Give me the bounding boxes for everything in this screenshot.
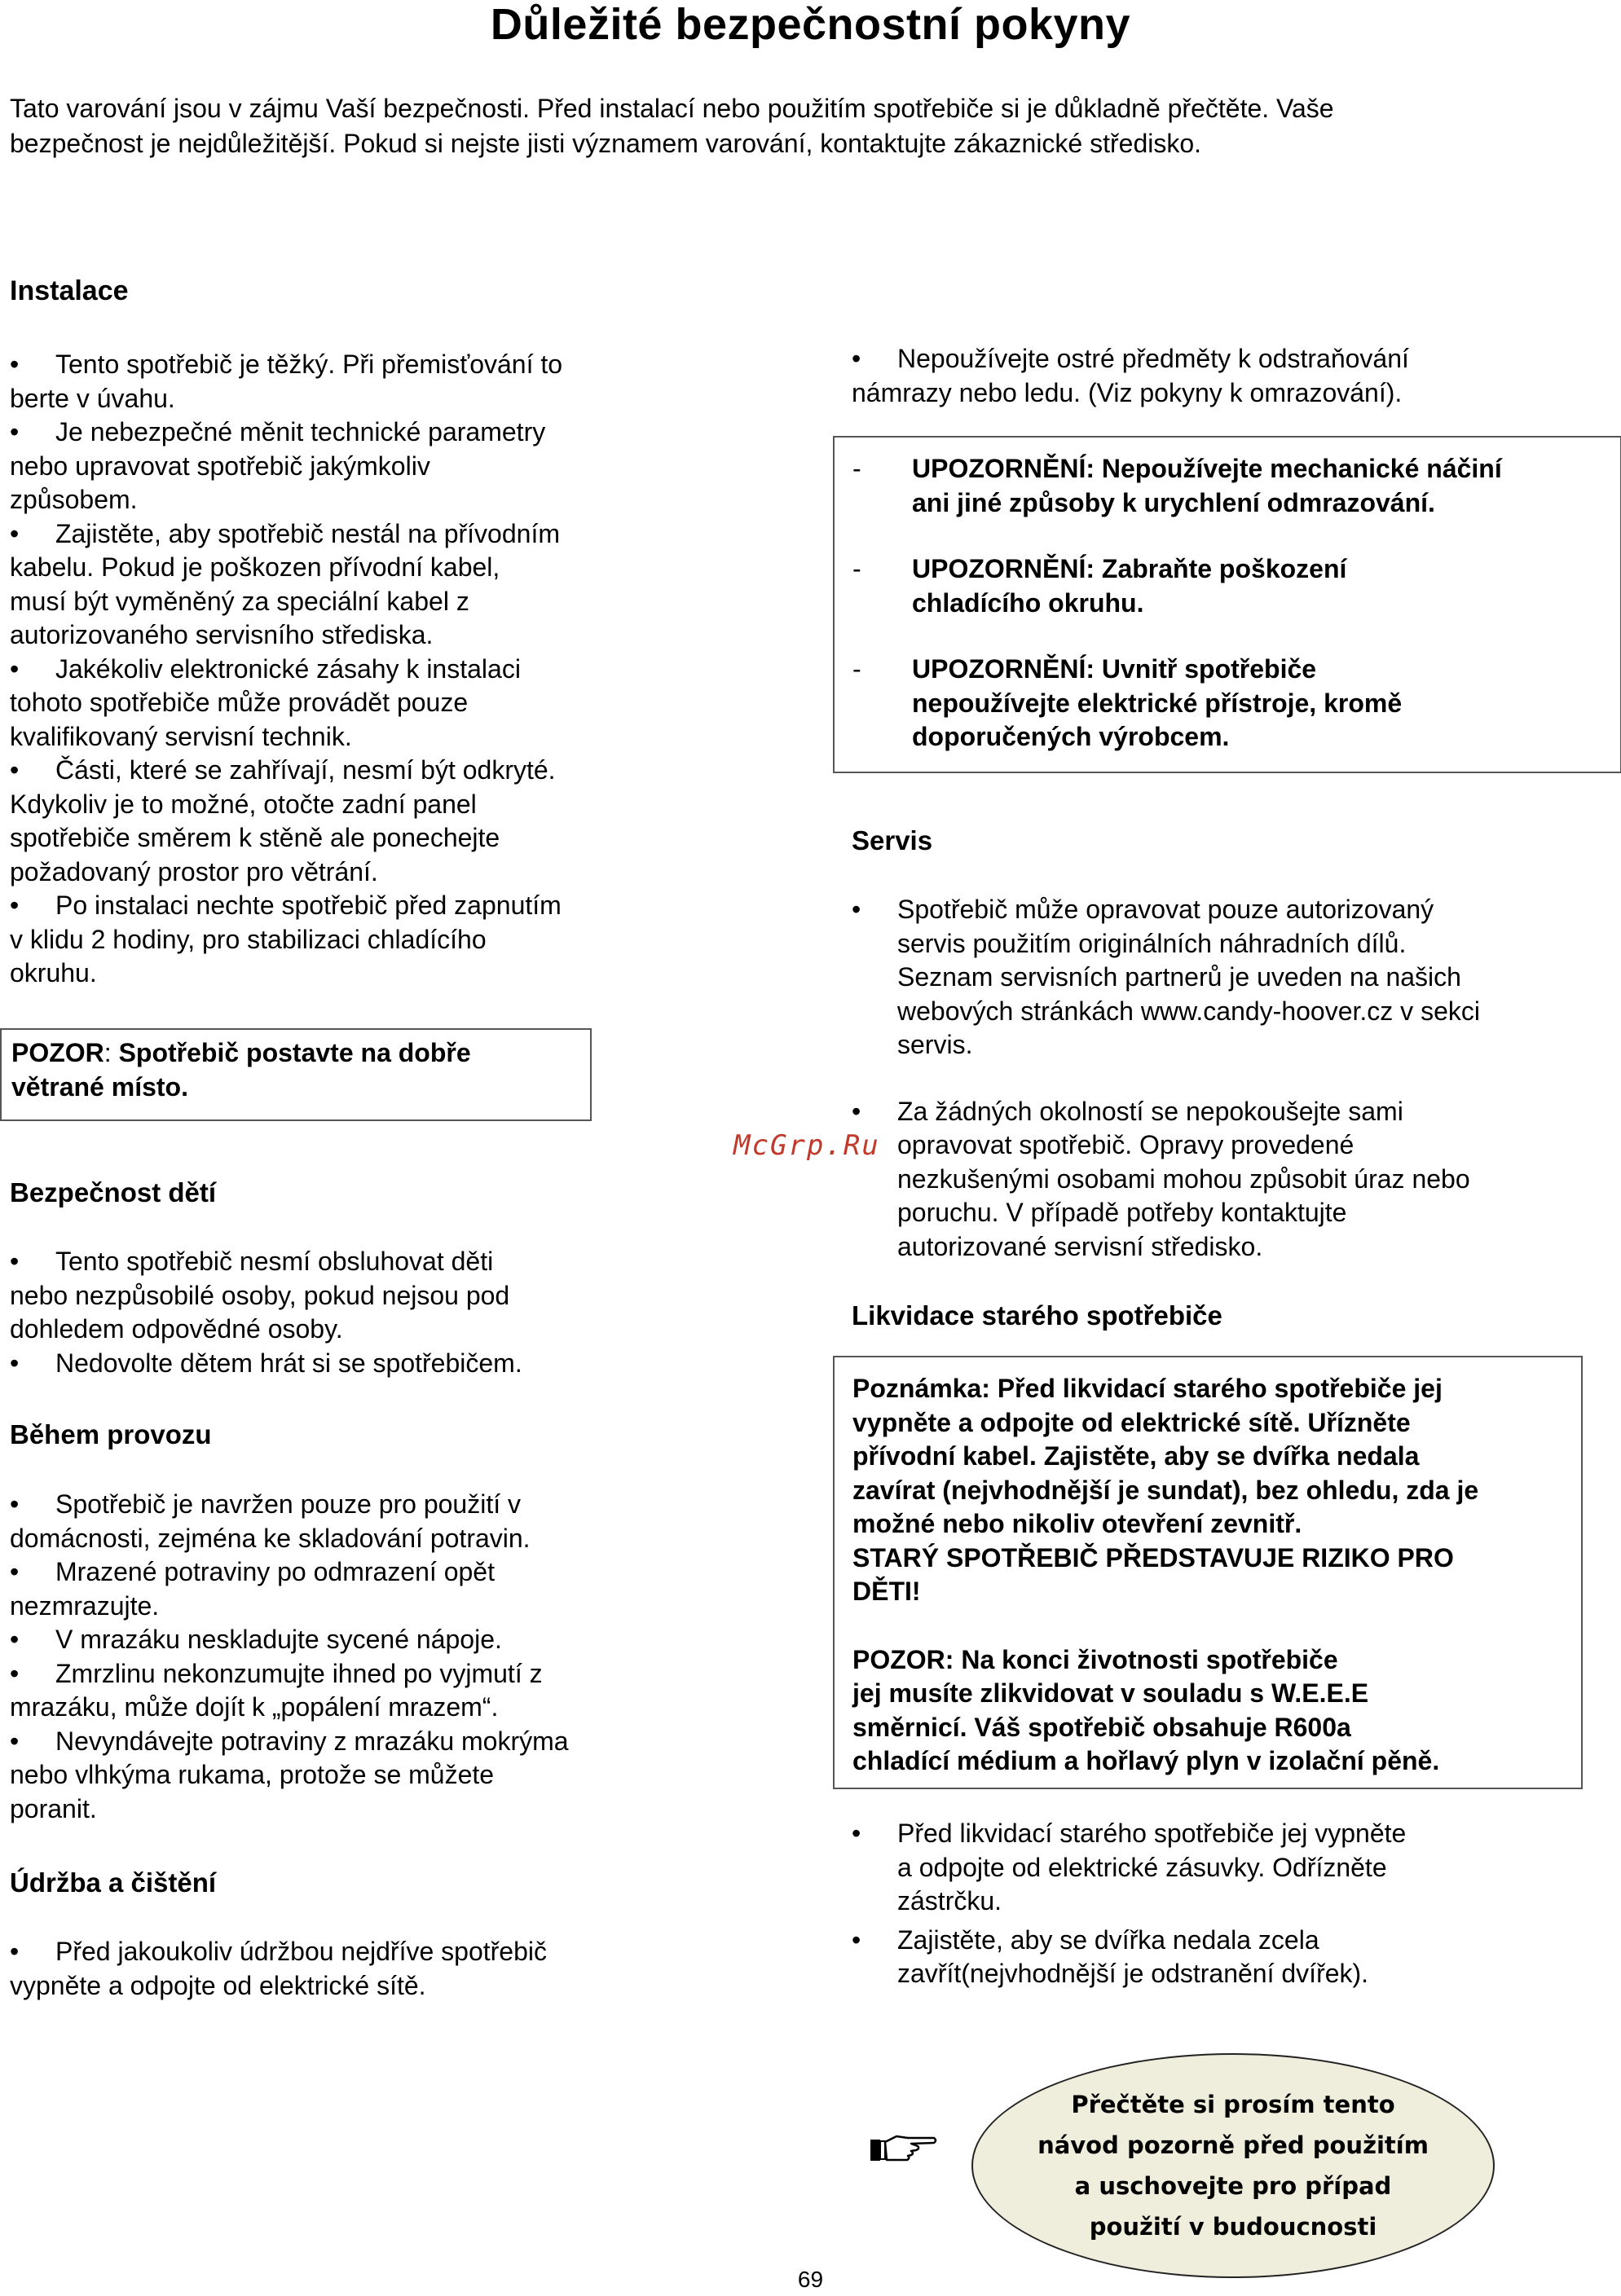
list-item	[10, 1725, 645, 1827]
list-text: V mrazáku neskladujte sycené nápoje.	[55, 1625, 502, 1654]
list-line: nebo nezpůsobilé osoby, pokud nejsou pod	[10, 1280, 510, 1310]
bullet-icon: •	[10, 1726, 20, 1756]
heading-provoz: Během provozu	[10, 1419, 212, 1449]
bullet-icon: •	[852, 1819, 861, 1848]
warning-row	[835, 552, 1620, 620]
heading-instalace: Instalace	[10, 275, 129, 306]
bullet-icon: •	[10, 1937, 20, 1966]
box-line: možné nebo nikoliv otevření zevnitř.	[852, 1509, 1302, 1538]
bullet-icon: •	[10, 1247, 20, 1276]
list-line: nezkušenými osobami mohou způsobit úraz nebo	[897, 1163, 1470, 1194]
list-item	[852, 1924, 1601, 1991]
page-title: Důležité bezpečnostní pokyny	[490, 0, 1131, 49]
bullet-icon: •	[10, 1557, 20, 1586]
note-line: návod pozorně před použitím	[1037, 2131, 1429, 2159]
list-line: Před likvidací starého spotřebiče jej vypněte	[897, 1819, 1407, 1848]
list-line: Za žádných okolností se nepokoušejte sami	[897, 1096, 1403, 1126]
list-line: webových stránkách www.candy-hoover.cz v sekci	[897, 996, 1480, 1026]
upozorneni-box	[833, 436, 1621, 773]
list-line	[10, 1555, 645, 1590]
list-text: Nepoužívejte ostré předměty k odstraňování	[897, 344, 1409, 373]
list-deti	[10, 1245, 645, 1380]
list-line: způsobem.	[10, 485, 138, 514]
list-line: vypněte a odpojte od elektrické sítě.	[10, 1970, 426, 2000]
list-text: Nedovolte dětem hrát si se spotřebičem.	[55, 1348, 522, 1378]
list-line	[10, 416, 645, 450]
list-item	[10, 889, 645, 991]
list-line	[10, 517, 645, 552]
list-item	[852, 893, 1601, 1062]
list-text: Zmrzlinu nekonzumujte ihned po vyjmutí z	[55, 1658, 543, 1688]
list-line	[10, 1623, 645, 1657]
box-line: DĚTI!	[852, 1577, 921, 1606]
list-likvidace	[852, 1817, 1601, 1991]
list-provoz	[10, 1488, 645, 1826]
pozor-box: POZOR: Spotřebič postavte na dobře větrané místo.	[0, 1028, 592, 1121]
box-line: jej musíte zlikvidovat v souladu s W.E.E.E	[852, 1678, 1369, 1708]
bullet-icon: •	[10, 755, 20, 785]
warning-line: UPOZORNĚNÍ: Uvnitř spotřebiče	[912, 654, 1317, 684]
list-servis	[852, 893, 1601, 1264]
list-line: dohledem odpovědné osoby.	[10, 1314, 343, 1344]
bullet-icon: •	[10, 1348, 20, 1378]
heading-deti: Bezpečnost dětí	[10, 1177, 217, 1207]
list-line: požadovaný prostor pro větrání.	[10, 856, 378, 886]
box-line: zavírat (nejvhodnější je sundat), bez ohledu, zda je	[852, 1475, 1479, 1505]
dash-marker: -	[852, 654, 861, 684]
list-item	[10, 1935, 645, 2003]
bullet-icon: •	[852, 1096, 861, 1126]
list-line: Zajistěte, aby se dvířka nedala zcela	[897, 1924, 1319, 1955]
heading-likvidace: Likvidace starého spotřebiče	[852, 1300, 1222, 1331]
list-line: mrazáku, může dojít k „popálení mrazem“.	[10, 1692, 499, 1722]
list-line: kvalifikovaný servisní technik.	[10, 721, 352, 751]
list-text: Před jakoukoliv údržbou nejdříve spotřebič	[55, 1937, 547, 1966]
bullet-icon: •	[10, 1489, 20, 1519]
heading-udrzba: Údržba a čištění	[10, 1867, 217, 1898]
list-text: Po instalaci nechte spotřebič před zapnutím	[55, 891, 562, 920]
list-item	[10, 1347, 645, 1381]
list-text: Jakékoliv elektronické zásahy k instalaci	[55, 653, 521, 684]
box-line: přívodní kabel. Zajistěte, aby se dvířka nedala	[852, 1441, 1420, 1471]
box-line: Poznámka: Před likvidací starého spotřebiče jej	[852, 1374, 1443, 1403]
list-item	[10, 416, 645, 517]
list-line	[10, 653, 645, 687]
list-item	[10, 1555, 645, 1623]
list-line: nebo upravovat spotřebič jakýmkoliv	[10, 451, 430, 481]
list-line: poruchu. V případě potřeby kontaktujte	[897, 1198, 1347, 1227]
list-line: tohoto spotřebiče může provádět pouze	[10, 688, 469, 717]
bullet-icon: •	[852, 895, 861, 924]
list-text: Tento spotřebič nesmí obsluhovat děti	[55, 1247, 494, 1276]
warning-row	[835, 653, 1620, 754]
list-line: musí být vyměněný za speciální kabel z	[10, 586, 469, 616]
list-line: berte v úvahu.	[10, 383, 175, 413]
pozor-line: větrané místo.	[11, 1071, 188, 1102]
bullet-icon: •	[852, 344, 861, 373]
list-text: Části, které se zahřívají, nesmí být odkryté.	[55, 755, 556, 785]
intro-line: Tato varování jsou v zájmu Vaší bezpečnosti. Před instalací nebo použitím spotřebiče si je důkladně přečtěte. Vaše	[10, 94, 1334, 123]
list-line: poranit.	[10, 1793, 97, 1823]
list-right-top	[852, 342, 1585, 410]
warning-line: nepoužívejte elektrické přístroje, kromě	[912, 688, 1403, 718]
list-line	[10, 1657, 645, 1691]
bullet-icon: •	[10, 1658, 20, 1688]
bullet-icon: •	[10, 417, 20, 446]
list-line: okruhu.	[10, 958, 97, 987]
warning-row	[835, 452, 1620, 520]
bullet-icon: •	[10, 1625, 20, 1654]
list-line: nebo vlhkýma rukama, protože se můžete	[10, 1760, 495, 1789]
list-item	[852, 342, 1585, 410]
warning-line: ani jiné způsoby k urychlení odmrazování.	[912, 487, 1435, 517]
box-line: STARÝ SPOTŘEBIČ PŘEDSTAVUJE RIZIKO PRO	[852, 1542, 1454, 1572]
dash-marker: -	[852, 454, 861, 483]
intro-text	[10, 91, 1607, 161]
list-line: servis použitím originálních náhradních dílů.	[897, 928, 1407, 958]
heading-servis: Servis	[852, 825, 933, 856]
list-line: v klidu 2 hodiny, pro stabilizaci chladícího	[10, 924, 487, 954]
list-line	[10, 889, 645, 923]
list-item	[10, 1623, 645, 1657]
list-line	[10, 348, 645, 382]
list-line: zástrčku.	[897, 1886, 1002, 1916]
bullet-icon: •	[10, 518, 20, 548]
watermark: McGrp.Ru	[733, 1129, 880, 1162]
list-line: Spotřebič může opravovat pouze autorizovaný	[897, 895, 1434, 924]
list-line: opravovat spotřebič. Opravy provedené	[897, 1130, 1355, 1159]
box-line: chladící médium a hořlavý plyn v izolační pěně.	[852, 1746, 1440, 1775]
list-line: Kdykoliv je to možné, otočte zadní panel	[10, 789, 477, 819]
list-text: Mrazené potraviny po odmrazení opět	[55, 1557, 495, 1586]
list-text: Je nebezpečné měnit technické parametry	[55, 417, 546, 446]
box-line: POZOR: Na konci životnosti spotřebiče	[852, 1644, 1338, 1674]
list-line: servis.	[897, 1030, 973, 1059]
list-item	[10, 1488, 645, 1555]
pointing-hand-icon	[869, 2128, 939, 2170]
note-line: Přečtěte si prosím tento	[1071, 2091, 1395, 2118]
bullet-icon: •	[10, 891, 20, 920]
list-line: domácnosti, zejména ke skladování potravin.	[10, 1523, 531, 1553]
list-instalace	[10, 348, 645, 991]
list-text: Spotřebič je navržen pouze pro použití v	[55, 1489, 521, 1519]
list-line	[10, 1725, 645, 1759]
warning-line: doporučených výrobcem.	[912, 722, 1230, 751]
pozor-label: POZOR	[11, 1038, 104, 1067]
bullet-icon: •	[10, 350, 20, 379]
likvidace-box	[833, 1356, 1583, 1789]
warning-line: chladícího okruhu.	[912, 587, 1144, 618]
list-line: spotřebiče směrem k stěně ale ponechejte	[10, 823, 500, 852]
list-line	[852, 342, 1585, 376]
list-item	[10, 1245, 645, 1347]
note-line: použití v budoucnosti	[1089, 2213, 1377, 2241]
warning-line: UPOZORNĚNÍ: Nepoužívejte mechanické náčiní	[912, 454, 1502, 483]
list-line	[10, 754, 645, 788]
list-item	[10, 754, 645, 889]
list-item	[10, 1657, 645, 1725]
list-item	[852, 1095, 1601, 1265]
list-item	[10, 517, 645, 653]
list-item	[10, 348, 645, 416]
list-text: Zajistěte, aby spotřebič nestál na přívodním	[55, 518, 560, 548]
read-manual-note	[971, 2053, 1495, 2278]
list-line: kabelu. Pokud je poškozen přívodní kabel,	[10, 552, 500, 582]
list-line: autorizovaného servisního střediska.	[10, 620, 434, 649]
list-line: Seznam servisních partnerů je uveden na našich	[897, 962, 1461, 992]
list-line	[10, 1347, 645, 1381]
dash-marker: -	[852, 554, 861, 583]
pozor-line: Spotřebič postavte na dobře	[118, 1038, 471, 1067]
warning-line: UPOZORNĚNÍ: Zabraňte poškození	[912, 554, 1347, 583]
list-line: zavřít(nejvhodnější je odstranění dvířek).	[897, 1959, 1369, 1988]
bullet-icon: •	[10, 653, 20, 684]
list-line	[10, 1488, 645, 1522]
bullet-icon: •	[852, 1924, 861, 1955]
list-udrzba	[10, 1935, 645, 2003]
list-line: námrazy nebo ledu. (Viz pokyny k omrazování).	[852, 377, 1403, 407]
box-line: směrnicí. Váš spotřebič obsahuje R600a	[852, 1712, 1351, 1742]
intro-line: bezpečnost je nejdůležitější. Pokud si nejste jisti významem varování, kontaktujte zákaznické středisko.	[10, 129, 1202, 158]
list-text: Tento spotřebič je těžký. Při přemisťování to	[55, 350, 563, 379]
list-line: a odpojte od elektrické zásuvky. Odřízněte	[897, 1852, 1387, 1882]
list-item	[852, 1817, 1601, 1919]
list-line	[10, 1245, 645, 1279]
note-line: a uschovejte pro případ	[1074, 2172, 1392, 2200]
list-line	[10, 1935, 645, 1969]
box-line: vypněte a odpojte od elektrické sítě. Uřízněte	[852, 1407, 1411, 1437]
page-number: 69	[797, 2267, 824, 2292]
list-text: Nevyndávejte potraviny z mrazáku mokrýma	[55, 1726, 569, 1756]
list-line: autorizované servisní středisko.	[897, 1231, 1263, 1261]
list-item	[10, 653, 645, 754]
list-line: nezmrazujte.	[10, 1590, 160, 1621]
